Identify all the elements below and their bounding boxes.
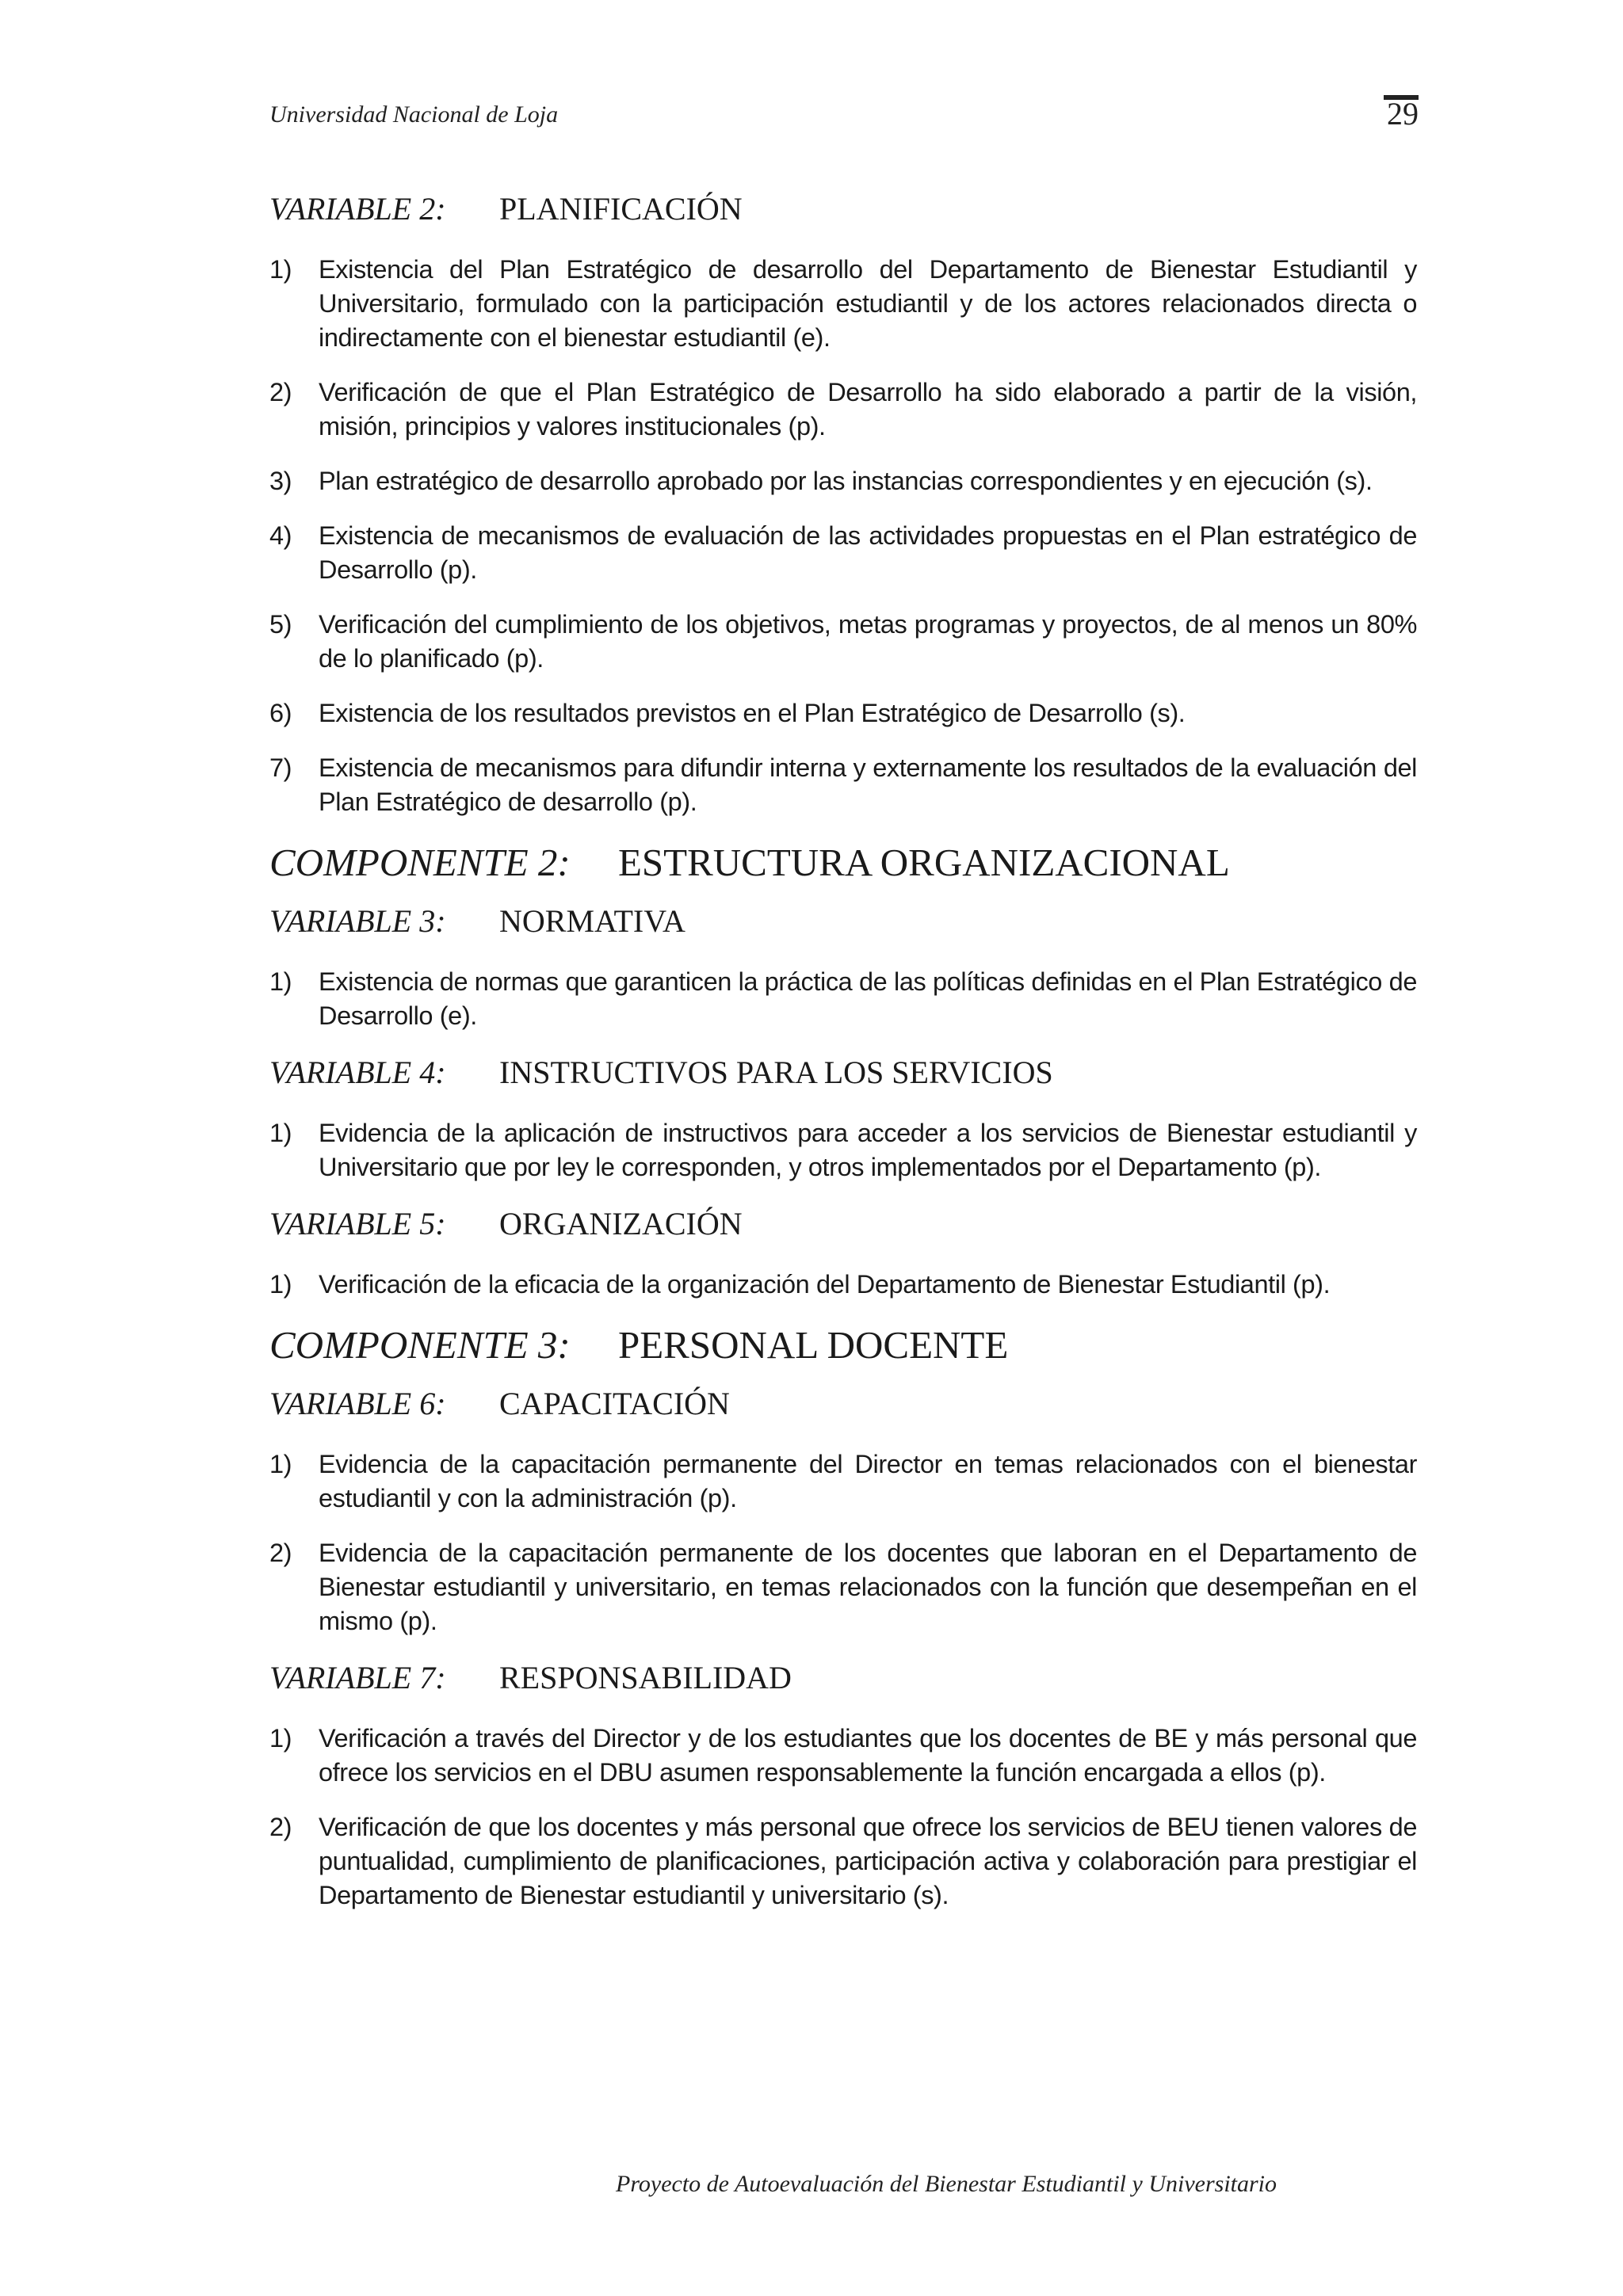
variable-heading: [269, 1659, 1417, 1696]
list-item: [269, 1116, 1417, 1184]
item-text: Evidencia de la capacitación permanente del Director en temas relacionados con el bienestar estudiantil y con la administración (p).: [319, 1450, 1417, 1512]
heading-label: VARIABLE 6:: [269, 1386, 446, 1421]
heading-title: PLANIFICACIÓN: [499, 191, 743, 227]
list-item: [269, 464, 1417, 498]
criteria-list: [269, 1268, 1417, 1302]
item-text: Plan estratégico de desarrollo aprobado por las instancias correspondientes y en ejecución (s).: [319, 467, 1373, 495]
item-number: 6): [269, 699, 292, 727]
list-item: [269, 1536, 1417, 1638]
criteria-list: [269, 1116, 1417, 1184]
item-number: 1): [269, 1450, 292, 1478]
criteria-list: [269, 1447, 1417, 1638]
heading-title: NORMATIVA: [499, 903, 685, 939]
page-number: 29: [1387, 96, 1419, 132]
list-item: [269, 696, 1417, 730]
item-number: 2): [269, 1539, 292, 1567]
variable-heading: [269, 190, 1417, 227]
item-text: Existencia de los resultados previstos en el Plan Estratégico de Desarrollo (s).: [319, 699, 1186, 727]
item-text: Existencia de mecanismos para difundir interna y externamente los resultados de la evaluación del Plan Estratégico de desarrollo (p).: [319, 753, 1417, 816]
item-number: 1): [269, 1119, 292, 1147]
item-text: Verificación del cumplimiento de los objetivos, metas programas y proyectos, de al menos un 80% de lo planificado (p).: [319, 610, 1417, 673]
criteria-list: [269, 1722, 1417, 1913]
list-item: [269, 1447, 1417, 1516]
component-heading: [269, 840, 1417, 885]
item-text: Existencia del Plan Estratégico de desarrollo del Departamento de Bienestar Estudiantil y Universitario, formulado con la participación estudiantil y de los actores relacionados directa o indirectamente con el bienestar estudiantil (e).: [319, 255, 1417, 352]
item-text: Verificación de que los docentes y más personal que ofrece los servicios de BEU tienen valores de puntualidad, cumplimiento de planificaciones, participación activa y colaboración para prestigiar el Departamento de Bienestar estudiantil y universitario (s).: [319, 1813, 1417, 1909]
heading-label: COMPONENTE 2:: [269, 841, 571, 884]
heading-title: CAPACITACIÓN: [499, 1386, 730, 1421]
heading-title: PERSONAL DOCENTE: [618, 1323, 1009, 1367]
heading-title: INSTRUCTIVOS PARA LOS SERVICIOS: [499, 1055, 1053, 1090]
item-number: 1): [269, 967, 292, 996]
variable-heading: [269, 1205, 1417, 1242]
component-heading: [269, 1322, 1417, 1367]
item-text: Evidencia de la aplicación de instructivos para acceder a los servicios de Bienestar estudiantil y Universitario que por ley le corresponden, y otros implementados por el Departamento (p).: [319, 1119, 1417, 1181]
document-body: [269, 190, 1417, 1933]
item-number: 3): [269, 467, 292, 495]
item-text: Verificación a través del Director y de los estudiantes que los docentes de BE y más personal que ofrece los servicios en el DBU asumen responsablemente la función encargada a ellos (p).: [319, 1724, 1417, 1787]
list-item: [269, 376, 1417, 444]
list-item: [269, 1722, 1417, 1790]
heading-label: COMPONENTE 3:: [269, 1323, 571, 1367]
list-item: [269, 1268, 1417, 1302]
item-number: 1): [269, 255, 292, 284]
item-text: Evidencia de la capacitación permanente de los docentes que laboran en el Departamento de Bienestar estudiantil y universitario, en temas relacionados con la función que desempeñan en el mismo (p).: [319, 1539, 1417, 1635]
item-text: Verificación de la eficacia de la organización del Departamento de Bienestar Estudiantil (p).: [319, 1270, 1331, 1299]
item-number: 1): [269, 1724, 292, 1753]
heading-title: ORGANIZACIÓN: [499, 1206, 743, 1241]
list-item: [269, 965, 1417, 1033]
item-text: Verificación de que el Plan Estratégico de Desarrollo ha sido elaborado a partir de la visión, misión, principios y valores institucionales (p).: [319, 378, 1417, 441]
heading-label: VARIABLE 7:: [269, 1660, 446, 1695]
criteria-list: [269, 965, 1417, 1033]
variable-heading: [269, 1385, 1417, 1422]
list-item: [269, 608, 1417, 676]
criteria-list: [269, 253, 1417, 819]
heading-label: VARIABLE 3:: [269, 903, 446, 939]
variable-heading: [269, 902, 1417, 940]
item-number: 7): [269, 753, 292, 782]
list-item: [269, 751, 1417, 819]
list-item: [269, 253, 1417, 355]
item-text: Existencia de normas que garanticen la práctica de las políticas definidas en el Plan Estratégico de Desarrollo (e).: [319, 967, 1417, 1030]
list-item: [269, 519, 1417, 587]
heading-label: VARIABLE 2:: [269, 191, 446, 227]
item-number: 2): [269, 1813, 292, 1841]
item-number: 2): [269, 378, 292, 406]
item-text: Existencia de mecanismos de evaluación de las actividades propuestas en el Plan estratégico de Desarrollo (p).: [319, 521, 1417, 584]
item-number: 5): [269, 610, 292, 639]
running-footer: Proyecto de Autoevaluación del Bienestar Estudiantil y Universitario: [616, 2171, 1277, 2197]
variable-heading: [269, 1054, 1417, 1091]
heading-label: VARIABLE 5:: [269, 1206, 446, 1241]
item-number: 4): [269, 521, 292, 550]
running-header: Universidad Nacional de Loja: [269, 101, 559, 128]
heading-title: ESTRUCTURA ORGANIZACIONAL: [618, 841, 1230, 884]
item-number: 1): [269, 1270, 292, 1299]
heading-title: RESPONSABILIDAD: [499, 1660, 792, 1695]
heading-label: VARIABLE 4:: [269, 1055, 446, 1090]
list-item: [269, 1810, 1417, 1913]
